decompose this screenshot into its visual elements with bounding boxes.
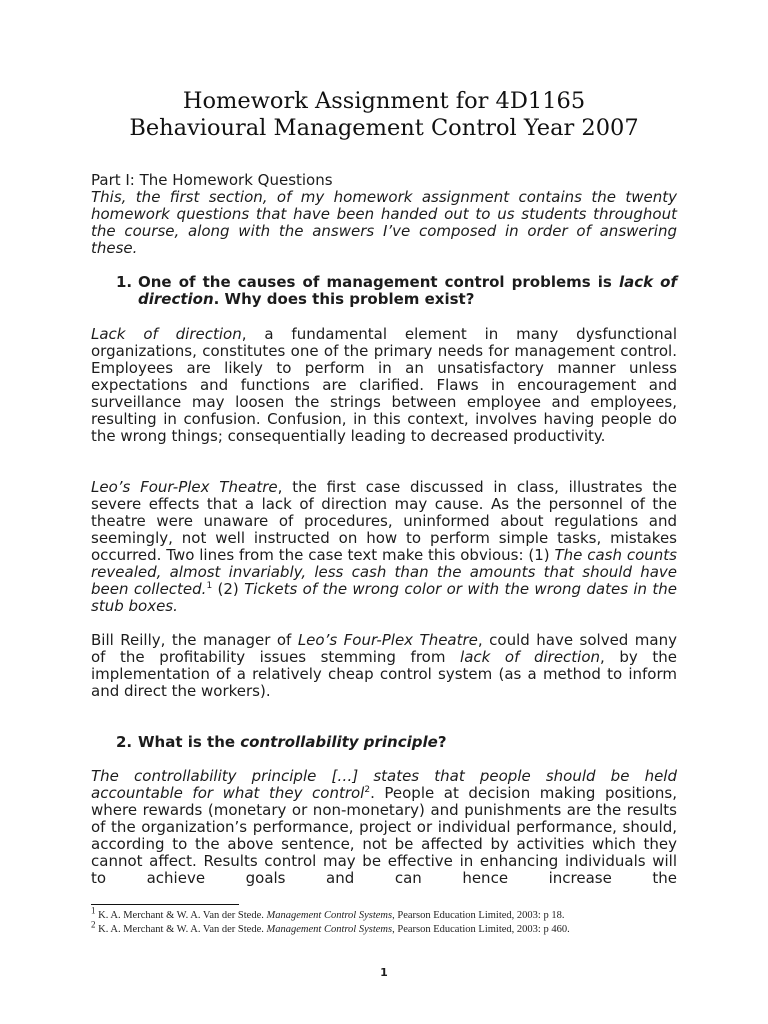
footnote-ref-1[interactable]: 1 xyxy=(206,581,213,591)
footnote-separator xyxy=(91,904,239,905)
question-2-emphasis: controllability principle xyxy=(240,733,438,751)
question-2 xyxy=(138,734,677,751)
question-1-text-b: . Why does this problem exist? xyxy=(213,290,475,308)
question-1 xyxy=(138,274,677,308)
footnote-2-number: 2 xyxy=(91,919,96,930)
footnote-1-text-a: K. A. Merchant & W. A. Van der Stede. xyxy=(95,910,267,921)
question-1-text-a: One of the causes of management control problems is xyxy=(138,273,619,291)
title-line-2: Behavioural Management Control Year 2007 xyxy=(129,115,639,141)
footnote-ref-2[interactable]: 2 xyxy=(364,785,371,795)
intro-paragraph: This, the first section, of my homework assignment contains the twenty homework questions that have been handed out to us students throughout the course, along with the answers I’ve composed in order of answering these. xyxy=(91,188,677,257)
footnote-1-emphasis: Management Control Systems xyxy=(266,910,393,921)
p3-emphasis-1: Leo’s Four-Plex Theatre xyxy=(297,631,478,649)
case-text-2: (2) xyxy=(212,580,245,598)
case-text-1: , the first case discussed in class, illustrates the severe effects that a lack of direction may cause. As the personnel of the theatre were unaware of procedures, uninformed about regulations and seemingly, not well instructed on how to perform simple tasks, mistakes occurred. Two lines from the case text make this obvious: (1) xyxy=(91,478,678,564)
page-number: 1 xyxy=(380,966,388,979)
answer-1-emphasis: Lack of direction xyxy=(91,325,242,343)
p3-emphasis-2: lack of direction xyxy=(460,648,601,666)
case-quote-1: The cash counts revealed, almost invariably, less cash than the amounts that should have been collected. xyxy=(91,546,677,598)
footnote-1 xyxy=(91,905,565,922)
footnote-2 xyxy=(91,919,570,936)
footnote-1-text-b: , Pearson Education Limited, 2003: p 18. xyxy=(392,910,565,921)
answer-2-text: . People at decision making positions, where rewards (monetary or non-monetary) and punishments are the results of the organization’s performance, project or individual performance, should, according to the above sentence, not be affected by activities which they cannot affect. Results control may be effective in enhancing individuals will to achieve goals and can hence increase the xyxy=(91,784,677,887)
document-title xyxy=(91,88,677,142)
case-name: Leo’s Four-Plex Theatre xyxy=(91,478,278,496)
p3-text-2: , could have solved many of the profitability issues stemming from xyxy=(91,631,677,666)
question-2-number: 2. xyxy=(116,733,133,751)
question-2-text-b: ? xyxy=(437,733,447,751)
case-quote-2: Tickets of the wrong color or with the wrong dates in the stub boxes. xyxy=(91,580,677,615)
title-line-1: Homework Assignment for 4D1165 xyxy=(182,88,586,114)
question-2-text-a: What is the xyxy=(138,733,241,751)
footnote-1-number: 1 xyxy=(91,905,96,916)
answer-1-paragraph-2 xyxy=(91,479,677,615)
question-1-number: 1. xyxy=(116,273,133,291)
answer-1-text: , a fundamental element in many dysfunctional organizations, constitutes one of the primary needs for management control. Employees are likely to perform in an unsatisfactory manner unless expectations and functions are clarified. Flaws in encouragement and surveillance may loosen the strings between employee and employees, resulting in confusion. Confusion, in this context, involves having people do the wrong things; consequentially leading to decreased productivity. xyxy=(91,325,677,445)
part-heading: Part I: The Homework Questions xyxy=(91,171,333,189)
question-1-emphasis: lack of direction xyxy=(138,273,678,308)
p3-text-3: , by the implementation of a relatively cheap control system (as a method to inform and direct the workers). xyxy=(91,648,678,700)
answer-2-paragraph xyxy=(91,768,677,887)
answer-1-paragraph-3 xyxy=(91,632,677,700)
footnote-2-text-a: K. A. Merchant & W. A. Van der Stede. xyxy=(95,924,267,935)
answer-1-paragraph-1 xyxy=(91,326,677,445)
footnote-2-emphasis: Management Control Systems xyxy=(266,924,393,935)
p3-text-1: Bill Reilly, the manager of xyxy=(91,631,298,649)
answer-2-emphasis: The controllability principle […] states that people should be held accountable for what they control xyxy=(91,767,677,802)
footnote-2-text-b: , Pearson Education Limited, 2003: p 460. xyxy=(392,924,570,935)
